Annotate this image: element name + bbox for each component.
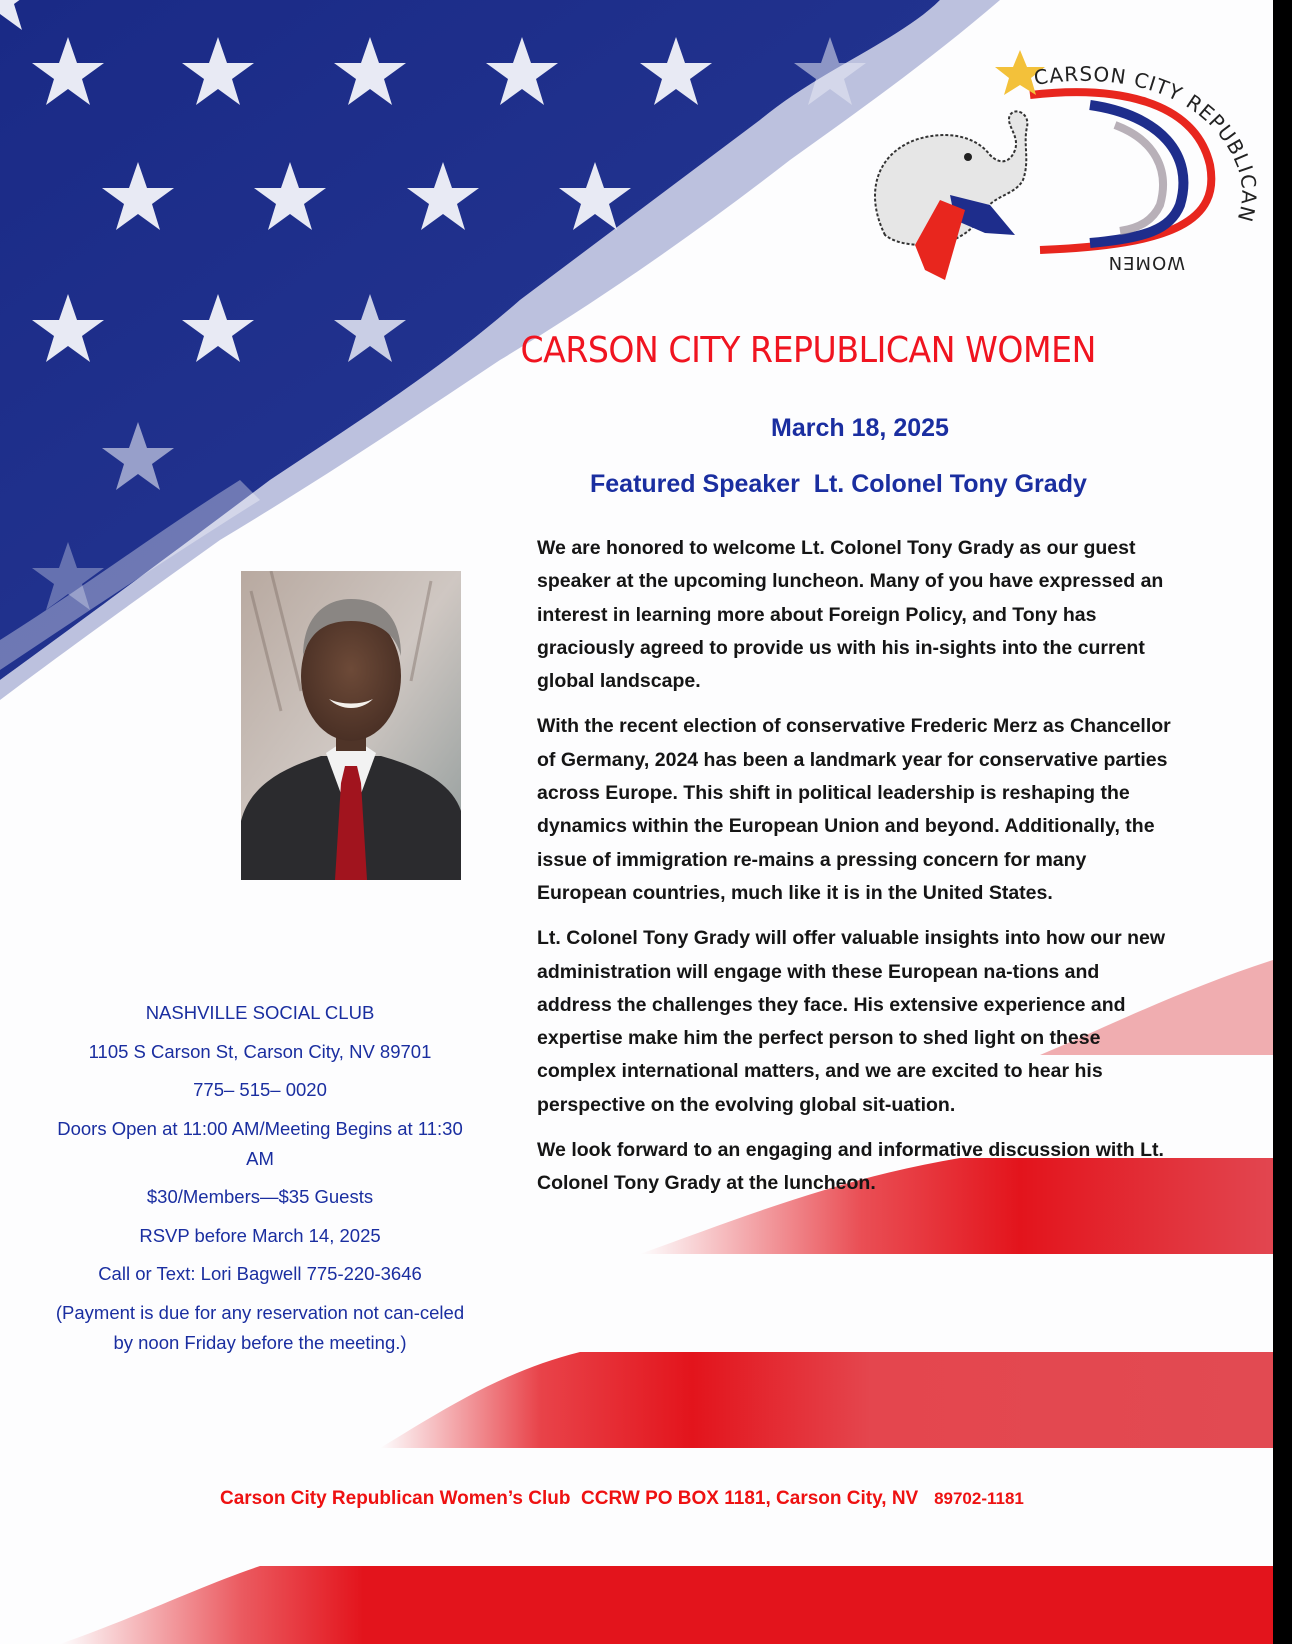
venue-address: 1105 S Carson St, Carson City, NV 89701 <box>88 1040 432 1062</box>
event-date: March 18, 2025 <box>771 414 949 442</box>
description-paragraph: We are honored to welcome Lt. Colonel Tony Grady as our guest speaker at the upcoming luncheon. Many of you have expressed an interest in learning more about Foreign Policy, and Tony has graciously agreed to provide us with his in-sights into the current global landscape. <box>537 537 1164 693</box>
svg-text:CARSON CITY REPUBLICAN: CARSON CITY REPUBLICAN <box>1032 61 1262 226</box>
footer-zip: 89702-1181 <box>934 1489 1024 1508</box>
red-stripe-3 <box>380 1352 1273 1448</box>
payment-policy: (Payment is due for any reservation not can-celed by noon Friday before the meeting.) <box>55 1301 465 1353</box>
rsvp-contact: Call or Text: Lori Bagwell 775-220-3646 <box>98 1263 422 1284</box>
description-paragraph: Lt. Colonel Tony Grady will offer valuable insights into how our new administration will engage with these European na-tions and address the challenges they face. His extensive experience and expertise make him the perfect person to shed light on these complex international matters, and we are excited to hear his perspective on the evolving global sit-uation. <box>537 927 1166 1116</box>
rsvp-deadline: RSVP before March 14, 2025 <box>139 1224 381 1246</box>
elephant-star-logo-icon <box>855 45 1267 303</box>
venue-name: NASHVILLE SOCIAL CLUB <box>145 1002 375 1023</box>
footer-text: Carson City Republican Women’s Club CCRW PO BOX 1181, Carson City, NV <box>220 1488 935 1509</box>
description-paragraph: We look forward to an engaging and informative discussion with Lt. Colonel Tony Grady at the luncheon. <box>537 1139 1164 1195</box>
org-title: CARSON CITY REPUBLICAN WOMEN <box>520 330 1096 371</box>
event-description <box>537 532 1177 1213</box>
svg-text:WOMEN: WOMEN <box>1107 252 1185 273</box>
red-stripe-4 <box>60 1566 1273 1644</box>
description-paragraph: With the recent election of conservative Frederic Merz as Chancellor of Germany, 2024 has been a landmark year for conservative parties across Europe. This shift in political leadership is reshaping the dynamics within the European Union and beyond. Additionally, the issue of immigration re-mains a pressing concern for many European countries, much like it is in the United States. <box>537 715 1171 904</box>
featured-speaker-heading: Featured Speaker Lt. Colonel Tony Grady <box>590 470 1087 498</box>
page-edge-strip <box>1273 0 1292 1644</box>
footer-address <box>220 1488 1120 1510</box>
venue-info <box>50 998 470 1366</box>
event-price: $30/Members—$35 Guests <box>146 1186 374 1207</box>
event-times: Doors Open at 11:00 AM/Meeting Begins at 11:30 AM <box>57 1117 463 1169</box>
venue-phone: 775– 515– 0020 <box>193 1079 327 1100</box>
speaker-portrait-icon <box>241 571 461 880</box>
